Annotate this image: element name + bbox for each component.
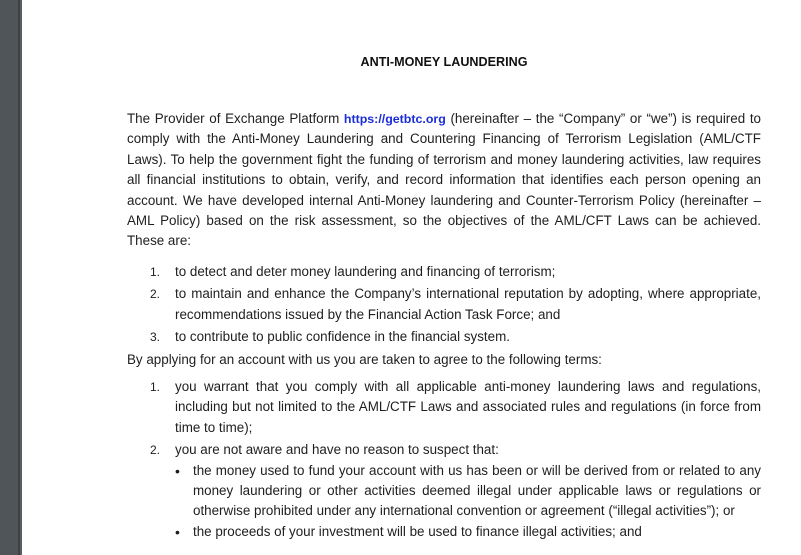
list-number: 3. (150, 330, 161, 345)
bullet-icon: • (175, 523, 180, 540)
bullet-icon: • (175, 462, 180, 479)
term-item (127, 440, 761, 542)
objective-item (127, 327, 761, 347)
bullet-item (175, 522, 761, 542)
term-text: you warrant that you comply with all applicable anti-money laundering laws and regulations, including but not limited to the AML/CTF Laws and associated rules and regulations (in force from time to time); (175, 379, 761, 435)
terms-intro: By applying for an account with us you are taken to agree to the following terms: (127, 352, 602, 367)
bullet-text: the proceeds of your investment will be used to finance illegal activities; and (193, 523, 642, 539)
objective-item (127, 262, 761, 282)
list-number: 2. (150, 443, 161, 458)
bullet-item (175, 461, 761, 522)
company-website-link[interactable]: https://getbtc.org (343, 112, 446, 126)
objective-item (127, 284, 761, 325)
term-item (127, 377, 761, 438)
objective-text: to maintain and enhance the Company’s international reputation by adopting, where appropriate, recommendations issued by the Financial Action Task Force; and (175, 286, 761, 322)
document-title: ANTI-MONEY LAUNDERING (360, 55, 528, 69)
list-number: 1. (150, 380, 161, 394)
list-number: 2. (150, 287, 161, 302)
bullet-text: the money used to fund your account with us has been or will be derived from or related to any money laundering or other activities deemed illegal under applicable laws or regulations or otherwise prohibited under any international convention or agreement (“illegal activities”); or (193, 462, 761, 519)
term-sub-bullets (175, 461, 761, 543)
document-page (22, 0, 801, 555)
viewer-sidebar (0, 0, 18, 555)
list-number: 1. (150, 265, 161, 279)
intro-text-end: (hereinafter – the “Company” or “we”) is required to comply with the Anti-Money Laundering and Countering Financing of Terrorism Legislation (AML/CTF Laws). To help the government fight the funding of terrorism and money laundering activities, law requires all financial institutions to obtain, verify, and record information that identifies each person opening an account. We have developed internal Anti-Money laundering and Counter-Terrorism Policy (hereinafter – AML Policy) based on the risk assessment, so the objectives of the AML/CFT Laws can be achieved. These are: (127, 111, 761, 249)
terms-list (127, 377, 761, 544)
objective-text: to contribute to public confidence in the financial system. (175, 329, 510, 345)
objectives-list (127, 262, 761, 350)
term-text: you are not aware and have no reason to suspect that: (175, 442, 499, 458)
objective-text: to detect and deter money laundering and financing of terrorism; (175, 264, 556, 279)
intro-paragraph (127, 109, 761, 252)
intro-text-start: The Provider of Exchange Platform (127, 111, 344, 126)
